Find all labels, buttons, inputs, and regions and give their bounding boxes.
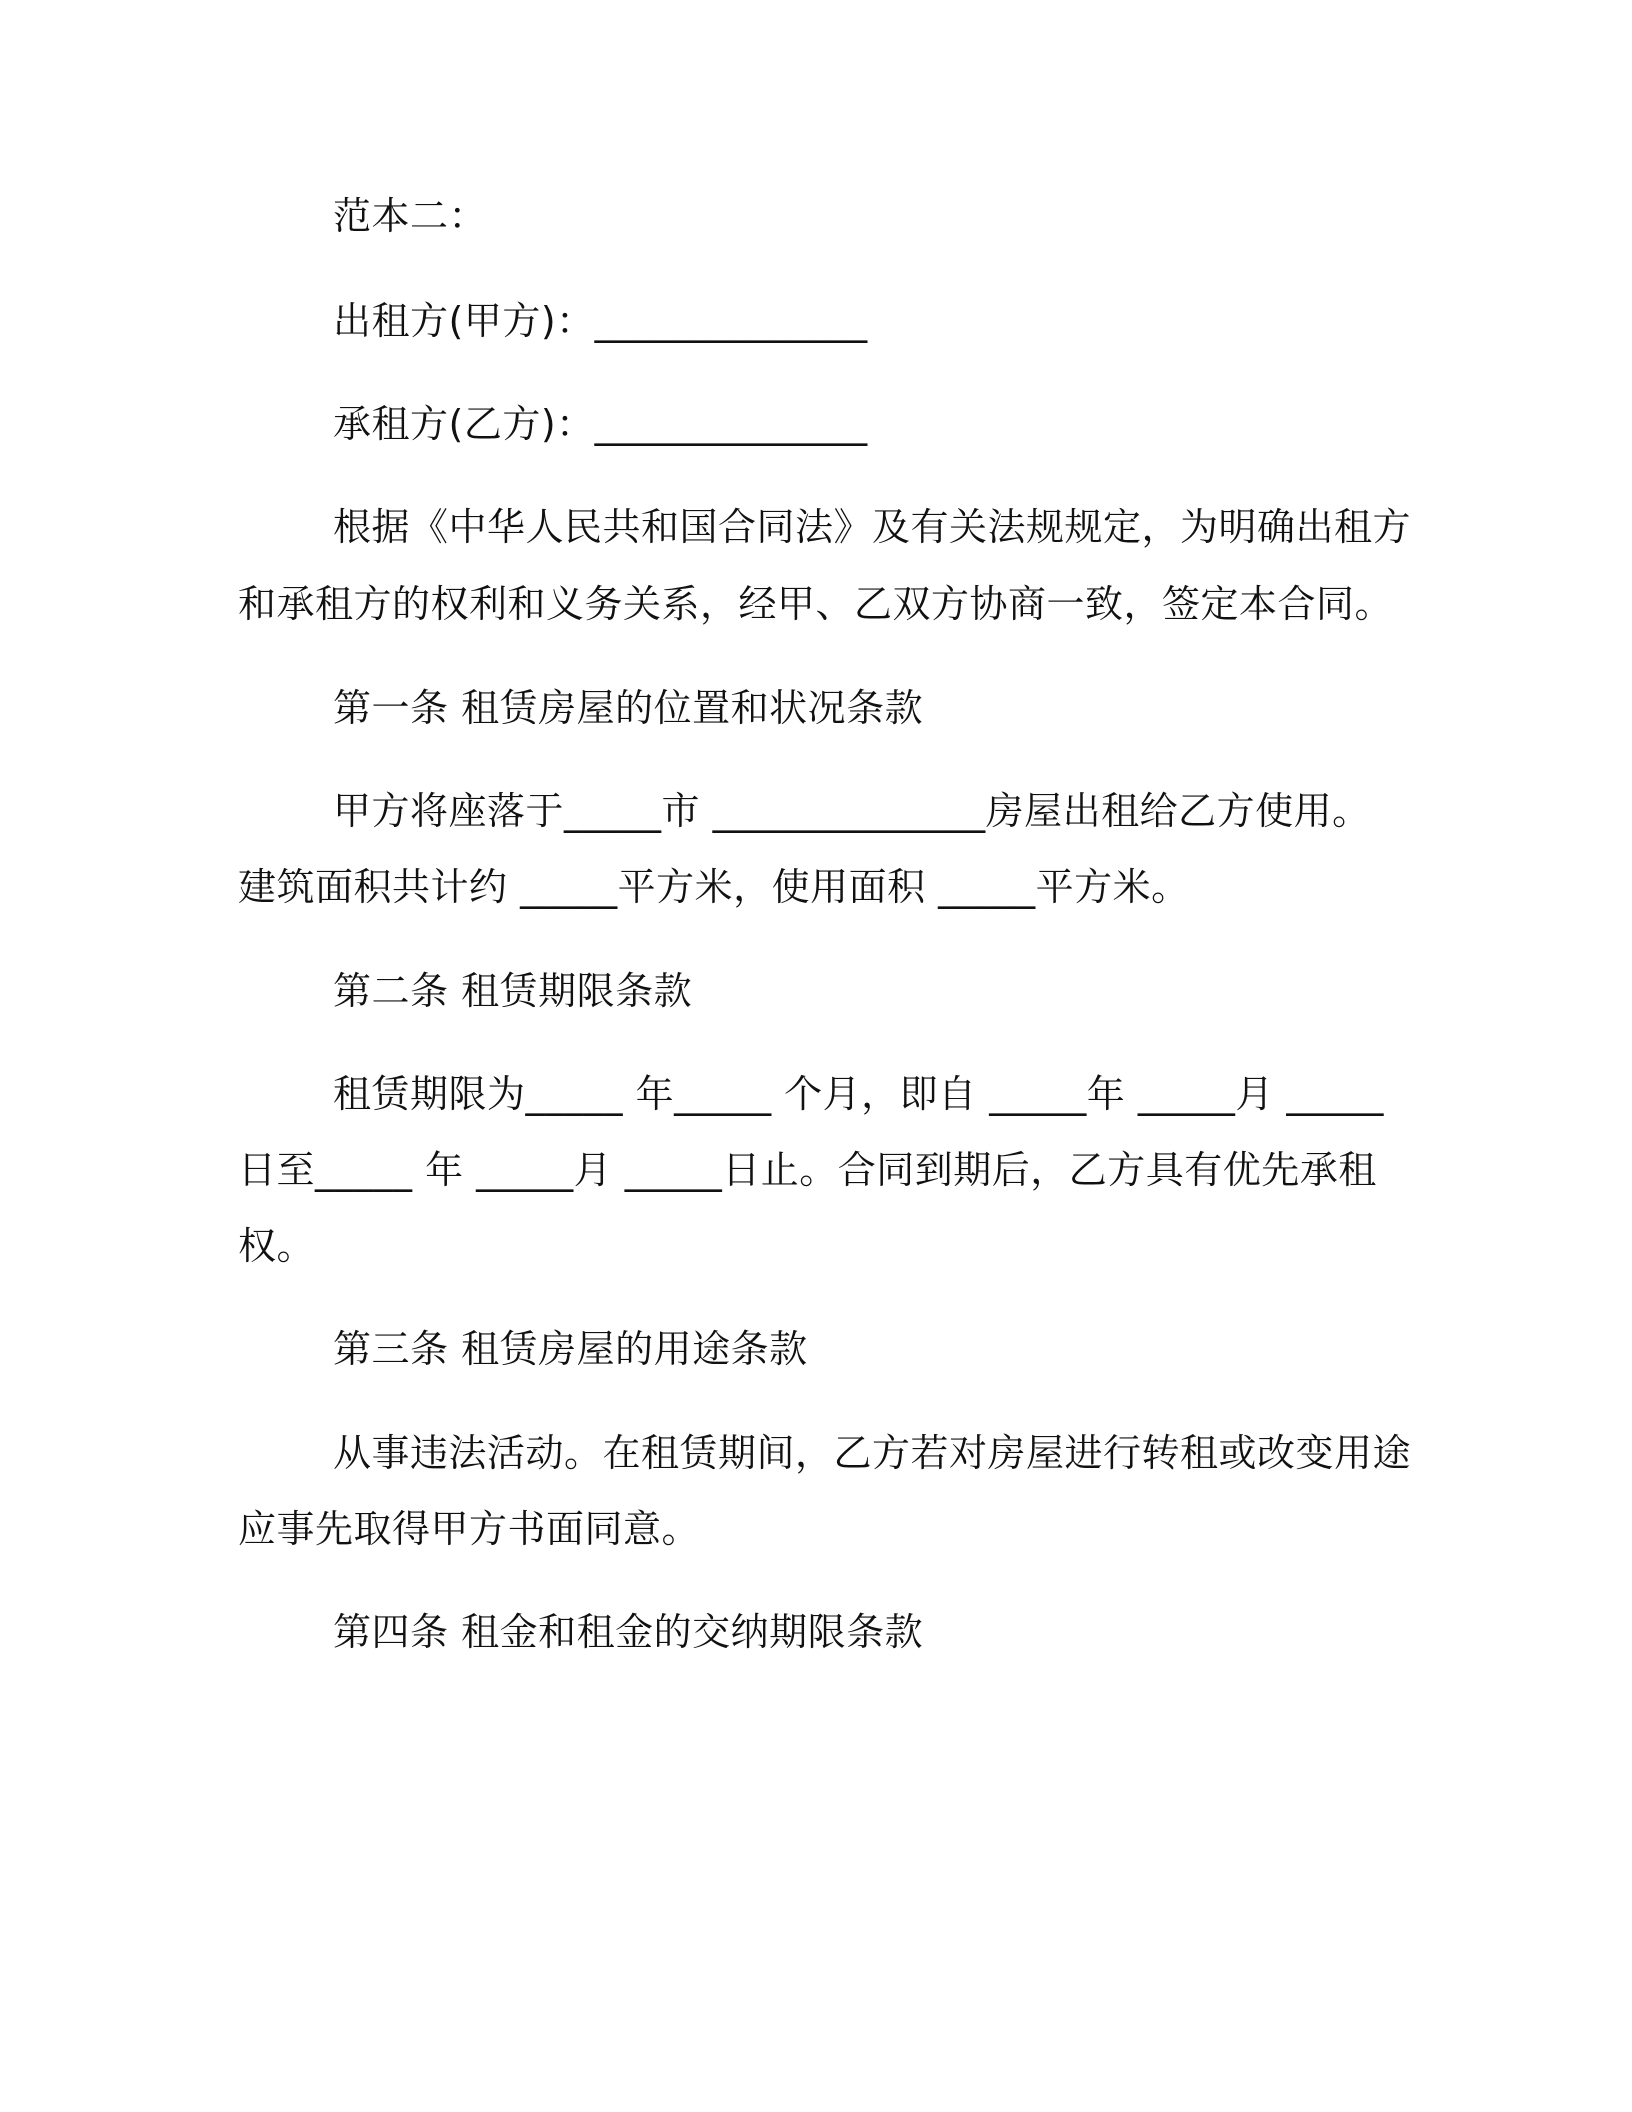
article-2-line-1: 租赁期限为_____ 年_____ 个月，即自 _____年 _____月 _____ xyxy=(333,1072,1384,1116)
article-4-title: 第四条 租金和租金的交纳期限条款 xyxy=(333,1610,924,1654)
intro-line-1: 根据《中华人民共和国合同法》及有关法规规定，为明确出租方 xyxy=(333,505,1412,549)
intro-line-2: 和承租方的权利和义务关系，经甲、乙双方协商一致，签定本合同。 xyxy=(238,582,1394,626)
article-3-line-2: 应事先取得甲方书面同意。 xyxy=(238,1507,701,1551)
lessor-field: 出租方(甲方)：______________ xyxy=(333,299,868,343)
article-1-title: 第一条 租赁房屋的位置和状况条款 xyxy=(333,686,924,730)
article-2-title: 第二条 租赁期限条款 xyxy=(333,969,693,1013)
lessee-field: 承租方(乙方)：______________ xyxy=(333,402,868,446)
article-2-line-2: 日至_____ 年 _____月 _____日止。合同到期后，乙方具有优先承租 xyxy=(238,1148,1377,1192)
document-heading: 范本二： xyxy=(333,194,488,238)
article-3-title: 第三条 租赁房屋的用途条款 xyxy=(333,1327,808,1371)
article-2-line-3: 权。 xyxy=(238,1224,316,1268)
article-3-line-1: 从事违法活动。在租赁期间，乙方若对房屋进行转租或改变用途 xyxy=(333,1431,1412,1475)
article-1-line-2: 建筑面积共计约 _____平方米，使用面积 _____平方米。 xyxy=(238,865,1190,909)
article-1-line-1: 甲方将座落于_____市 ______________房屋出租给乙方使用。 xyxy=(333,789,1371,833)
